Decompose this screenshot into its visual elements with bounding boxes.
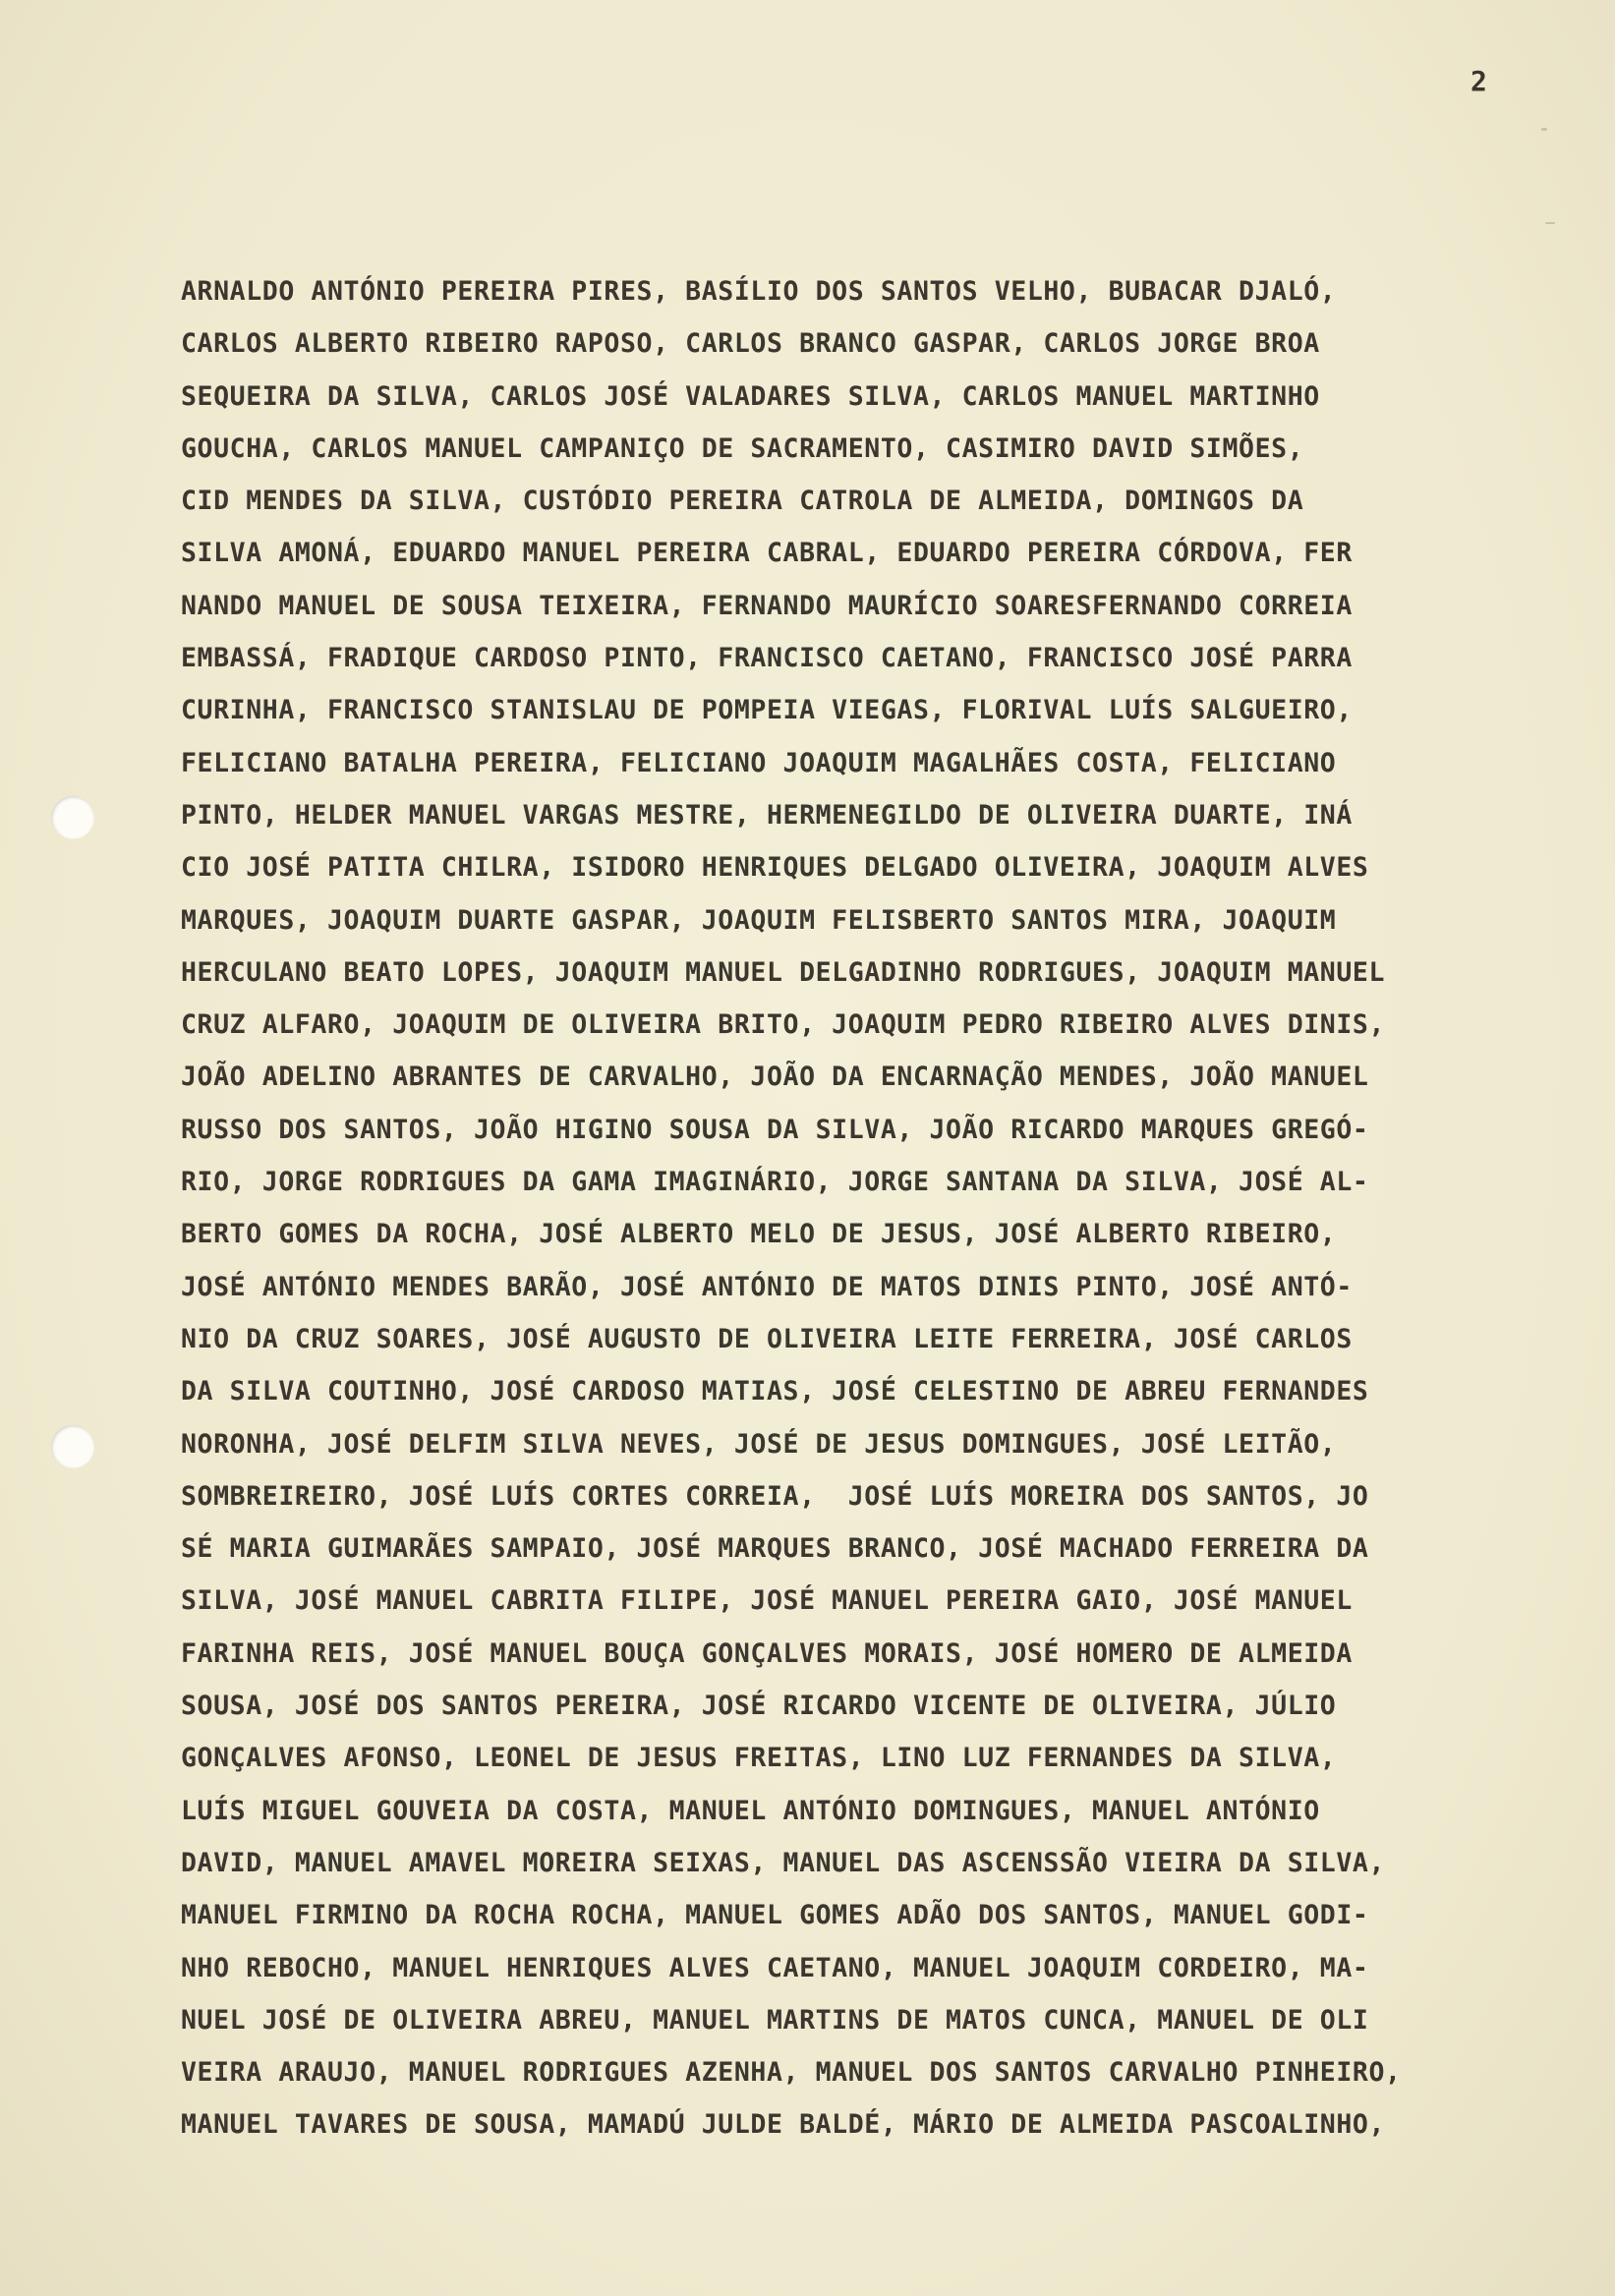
text-line: CURINHA, FRANCISCO STANISLAU DE POMPEIA VIEGAS, FLORIVAL LUÍS SALGUEIRO,: [181, 695, 1353, 726]
text-line: NIO DA CRUZ SOARES, JOSÉ AUGUSTO DE OLIVEIRA LEITE FERREIRA, JOSÉ CARLOS: [181, 1323, 1353, 1354]
typed-name-list: [181, 272, 1596, 2158]
text-line: SEQUEIRA DA SILVA, CARLOS JOSÉ VALADARES SILVA, CARLOS MANUEL MARTINHO: [181, 380, 1320, 412]
text-line: CID MENDES DA SILVA, CUSTÓDIO PEREIRA CATROLA DE ALMEIDA, DOMINGOS DA: [181, 486, 1304, 517]
text-line: GONÇALVES AFONSO, LEONEL DE JESUS FREITAS, LINO LUZ FERNANDES DA SILVA,: [181, 1743, 1337, 1774]
text-line: HERCULANO BEATO LOPES, JOAQUIM MANUEL DELGADINHO RODRIGUES, JOAQUIM MANUEL: [181, 956, 1386, 988]
text-line: SOMBREIREIRO, JOSÉ LUÍS CORTES CORREIA, JOSÉ LUÍS MOREIRA DOS SANTOS, JO: [181, 1480, 1369, 1512]
text-line: CRUZ ALFARO, JOAQUIM DE OLIVEIRA BRITO, JOAQUIM PEDRO RIBEIRO ALVES DINIS,: [181, 1009, 1386, 1041]
text-line: GOUCHA, CARLOS MANUEL CAMPANIÇO DE SACRAMENTO, CASIMIRO DAVID SIMÕES,: [181, 432, 1304, 464]
text-line: FARINHA REIS, JOSÉ MANUEL BOUÇA GONÇALVES MORAIS, JOSÉ HOMERO DE ALMEIDA: [181, 1637, 1353, 1669]
paper-speck: [1541, 128, 1547, 131]
text-line: CARLOS ALBERTO RIBEIRO RAPOSO, CARLOS BRANCO GASPAR, CARLOS JORGE BROA: [181, 328, 1320, 360]
punch-hole: [51, 1425, 94, 1468]
text-line: SÉ MARIA GUIMARÃES SAMPAIO, JOSÉ MARQUES BRANCO, JOSÉ MACHADO FERREIRA DA: [181, 1533, 1369, 1565]
text-line: NANDO MANUEL DE SOUSA TEIXEIRA, FERNANDO MAURÍCIO SOARESFERNANDO CORREIA: [181, 590, 1353, 621]
text-line: NHO REBOCHO, MANUEL HENRIQUES ALVES CAETANO, MANUEL JOAQUIM CORDEIRO, MA-: [181, 1952, 1369, 1983]
paper-speck: [1545, 222, 1555, 224]
text-line: PINTO, HELDER MANUEL VARGAS MESTRE, HERMENEGILDO DE OLIVEIRA DUARTE, INÁ: [181, 799, 1353, 831]
text-line: LUÍS MIGUEL GOUVEIA DA COSTA, MANUEL ANTÓNIO DOMINGUES, MANUEL ANTÓNIO: [181, 1795, 1320, 1826]
text-line: DA SILVA COUTINHO, JOSÉ CARDOSO MATIAS, JOSÉ CELESTINO DE ABREU FERNANDES: [181, 1376, 1369, 1407]
text-line: NUEL JOSÉ DE OLIVEIRA ABREU, MANUEL MARTINS DE MATOS CUNCA, MANUEL DE OLI: [181, 2004, 1369, 2036]
text-line: RIO, JORGE RODRIGUES DA GAMA IMAGINÁRIO, JORGE SANTANA DA SILVA, JOSÉ AL-: [181, 1167, 1369, 1198]
text-line: MARQUES, JOAQUIM DUARTE GASPAR, JOAQUIM FELISBERTO SANTOS MIRA, JOAQUIM: [181, 904, 1337, 936]
text-line: DAVID, MANUEL AMAVEL MOREIRA SEIXAS, MANUEL DAS ASCENSSÃO VIEIRA DA SILVA,: [181, 1847, 1386, 1878]
text-line: FELICIANO BATALHA PEREIRA, FELICIANO JOAQUIM MAGALHÃES COSTA, FELICIANO: [181, 747, 1337, 778]
text-line: MANUEL TAVARES DE SOUSA, MAMADÚ JULDE BALDÉ, MÁRIO DE ALMEIDA PASCOALINHO,: [181, 2109, 1386, 2141]
text-line: ARNALDO ANTÓNIO PEREIRA PIRES, BASÍLIO DOS SANTOS VELHO, BUBACAR DJALÓ,: [181, 276, 1337, 307]
text-line: SILVA AMONÁ, EDUARDO MANUEL PEREIRA CABRAL, EDUARDO PEREIRA CÓRDOVA, FER: [181, 538, 1353, 569]
page-number: 2: [1471, 65, 1487, 97]
text-line: NORONHA, JOSÉ DELFIM SILVA NEVES, JOSÉ DE JESUS DOMINGUES, JOSÉ LEITÃO,: [181, 1428, 1337, 1460]
text-line: SOUSA, JOSÉ DOS SANTOS PEREIRA, JOSÉ RICARDO VICENTE DE OLIVEIRA, JÚLIO: [181, 1691, 1337, 1722]
text-line: VEIRA ARAUJO, MANUEL RODRIGUES AZENHA, MANUEL DOS SANTOS CARVALHO PINHEIRO,: [181, 2057, 1402, 2089]
punch-hole: [51, 796, 94, 839]
text-line: BERTO GOMES DA ROCHA, JOSÉ ALBERTO MELO DE JESUS, JOSÉ ALBERTO RIBEIRO,: [181, 1219, 1337, 1250]
text-line: JOÃO ADELINO ABRANTES DE CARVALHO, JOÃO DA ENCARNAÇÃO MENDES, JOÃO MANUEL: [181, 1062, 1369, 1093]
text-line: CIO JOSÉ PATITA CHILRA, ISIDORO HENRIQUES DELGADO OLIVEIRA, JOAQUIM ALVES: [181, 852, 1369, 884]
text-line: JOSÉ ANTÓNIO MENDES BARÃO, JOSÉ ANTÓNIO DE MATOS DINIS PINTO, JOSÉ ANTÓ-: [181, 1271, 1353, 1302]
text-line: SILVA, JOSÉ MANUEL CABRITA FILIPE, JOSÉ MANUEL PEREIRA GAIO, JOSÉ MANUEL: [181, 1585, 1353, 1617]
text-line: RUSSO DOS SANTOS, JOÃO HIGINO SOUSA DA SILVA, JOÃO RICARDO MARQUES GREGÓ-: [181, 1114, 1369, 1145]
text-line: EMBASSÁ, FRADIQUE CARDOSO PINTO, FRANCISCO CAETANO, FRANCISCO JOSÉ PARRA: [181, 643, 1353, 674]
text-line: MANUEL FIRMINO DA ROCHA ROCHA, MANUEL GOMES ADÃO DOS SANTOS, MANUEL GODI-: [181, 1900, 1369, 1931]
